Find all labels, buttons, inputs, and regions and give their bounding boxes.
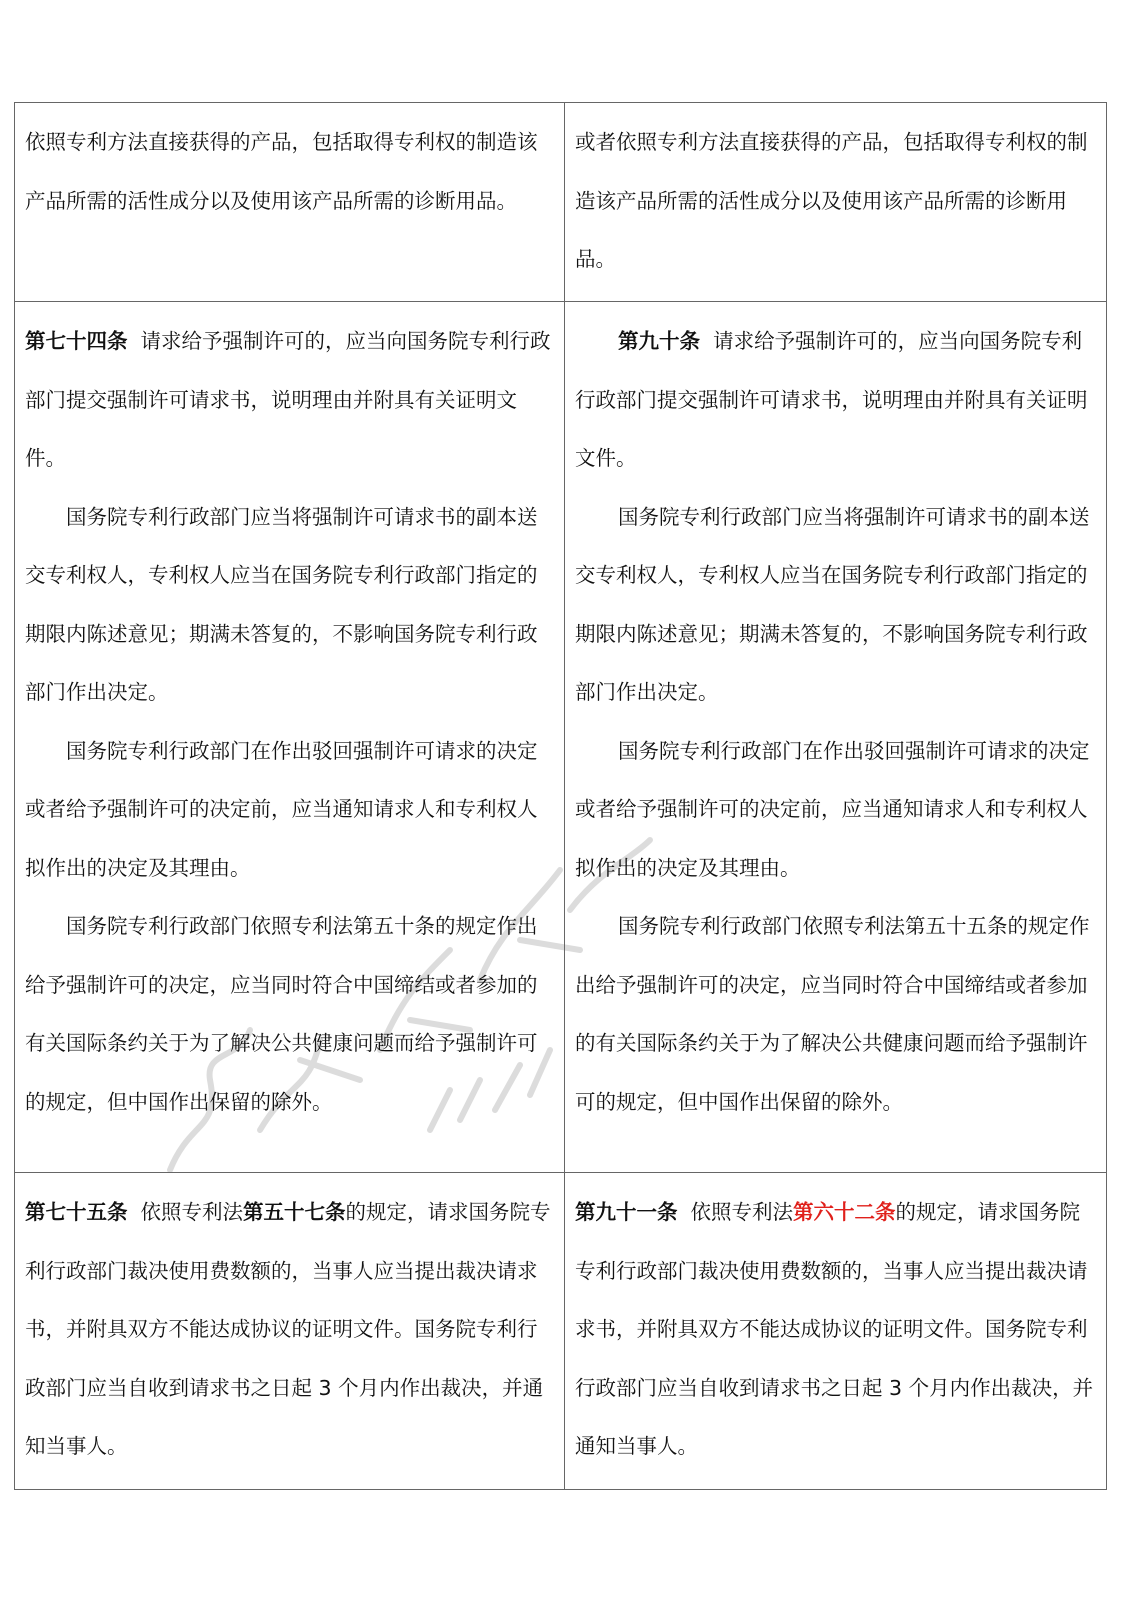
paragraph: 或者依照专利方法直接获得的产品，包括取得专利权的制造该产品所需的活性成分以及使用该产品所需的诊断用品。 [575,130,1088,271]
table-row [15,302,1107,1173]
article-text-pre: 依照专利法 [140,1200,244,1224]
old-version-cell [15,103,565,302]
law-reference: 第五十七条 [243,1200,346,1224]
article-text: 请求给予强制许可的，应当向国务院专利行政部门提交强制许可请求书，说明理由并附具有关证明文件。 [575,329,1088,470]
article-paragraph [575,1183,1096,1476]
paragraph: 国务院专利行政部门在作出驳回强制许可请求的决定或者给予强制许可的决定前，应当通知请求人和专利权人拟作出的决定及其理由。 [25,738,538,880]
article-number: 第九十条 [618,329,701,353]
article-number: 第九十一条 [575,1200,678,1224]
article-number: 第七十四条 [25,329,128,353]
paragraph: 国务院专利行政部门应当将强制许可请求书的副本送交专利权人，专利权人应当在国务院专利行政部门指定的期限内陈述意见；期满未答复的，不影响国务院专利行政部门作出决定。 [25,504,538,704]
new-version-cell [565,103,1107,302]
old-version-cell [15,1173,565,1490]
article-text-pre: 依照专利法 [690,1200,794,1224]
paragraph: 依照专利方法直接获得的产品，包括取得专利权的制造该产品所需的活性成分以及使用该产品所需的诊断用品。 [25,130,538,213]
law-reference-highlighted: 第六十二条 [793,1200,896,1224]
paragraph: 国务院专利行政部门应当将强制许可请求书的副本送交专利权人，专利权人应当在国务院专利行政部门指定的期限内陈述意见；期满未答复的，不影响国务院专利行政部门作出决定。 [575,504,1090,704]
article-paragraph [25,1183,554,1476]
new-version-cell [565,302,1107,1173]
article-paragraph [25,312,554,488]
article-text: 请求给予强制许可的，应当向国务院专利行政部门提交强制许可请求书，说明理由并附具有关证明文件。 [25,329,551,470]
paragraph: 国务院专利行政部门依照专利法第五十五条的规定作出给予强制许可的决定，应当同时符合中国缔结或者参加的有关国际条约关于为了解决公共健康问题而给予强制许可的规定，但中国作出保留的除外。 [575,914,1090,1114]
new-version-cell [565,1173,1107,1490]
article-paragraph [575,312,1096,488]
table-row [15,103,1107,302]
article-text-post: 的规定，请求国务院专利行政部门裁决使用费数额的，当事人应当提出裁决请求书，并附具双方不能达成协议的证明文件。国务院专利行政部门应当自收到请求书之日起 3 个月内作出裁决，并通知当事人。 [575,1200,1094,1458]
article-number: 第七十五条 [25,1200,128,1224]
paragraph: 国务院专利行政部门依照专利法第五十条的规定作出给予强制许可的决定，应当同时符合中国缔结或者参加的有关国际条约关于为了解决公共健康问题而给予强制许可的规定，但中国作出保留的除外。 [25,914,538,1114]
table-row [15,1173,1107,1490]
old-version-cell [15,302,565,1173]
article-text-post: 的规定，请求国务院专利行政部门裁决使用费数额的，当事人应当提出裁决请求书，并附具双方不能达成协议的证明文件。国务院专利行政部门应当自收到请求书之日起 3 个月内作出裁决，并通知当事人。 [25,1200,551,1458]
comparison-table [14,102,1107,1490]
paragraph: 国务院专利行政部门在作出驳回强制许可请求的决定或者给予强制许可的决定前，应当通知请求人和专利权人拟作出的决定及其理由。 [575,738,1090,880]
